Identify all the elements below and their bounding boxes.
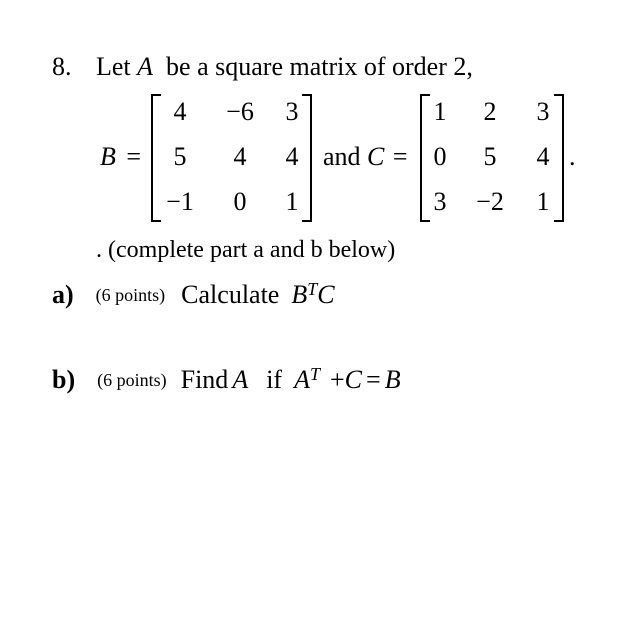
- matrix-b-cell: 3: [285, 97, 299, 126]
- part-a-label: a): [52, 280, 74, 309]
- matrix-c-cell: 2: [483, 97, 497, 126]
- matrix-c-cell: 0: [433, 142, 447, 171]
- instruction-note: . (complete part a and b below): [96, 237, 396, 263]
- part-b-equation: [294, 365, 320, 394]
- matrix-c-cell: 3: [536, 97, 550, 126]
- intro-let: Let: [96, 52, 131, 81]
- matrix-b-cell: 4: [173, 97, 187, 126]
- eq-c: C: [344, 365, 363, 394]
- b-equals: =: [126, 142, 142, 171]
- matrix-c-cell: 4: [536, 142, 550, 171]
- part-a: [52, 280, 335, 310]
- matrix-b-cell: 0: [233, 187, 247, 216]
- matrix-c-cell: −2: [476, 187, 504, 216]
- eq-a: A: [294, 365, 310, 394]
- c-equals: =: [392, 142, 408, 171]
- matrix-b-cell: 4: [285, 142, 299, 171]
- matrix-b-cell: −1: [166, 187, 194, 216]
- matrix-c-cell: 5: [483, 142, 497, 171]
- matrix-c-cell: 1: [433, 97, 447, 126]
- eq-equals: =: [366, 365, 381, 394]
- part-a-text: Calculate: [181, 280, 280, 309]
- matrix-b-label: [100, 142, 141, 172]
- and-text: and: [323, 142, 361, 171]
- part-b-find: Find: [180, 365, 229, 394]
- sentence-period: .: [569, 142, 576, 171]
- expr-c: C: [317, 280, 335, 309]
- matrix-b-cell: 5: [173, 142, 187, 171]
- eq-transpose: T: [309, 364, 320, 384]
- part-a-expression: [291, 280, 334, 309]
- matrix-b-cell: −6: [226, 97, 254, 126]
- part-b-if: if: [266, 365, 283, 394]
- expr-b: B: [291, 280, 308, 309]
- part-b-points: (6 points): [97, 370, 167, 390]
- matrix-b-cell: 4: [233, 142, 247, 171]
- part-b: [52, 365, 401, 395]
- b-symbol: B: [100, 142, 116, 171]
- part-b-label: b): [52, 365, 76, 394]
- question-intro: [96, 52, 473, 82]
- eq-plus: +: [330, 365, 345, 394]
- c-symbol: C: [367, 142, 385, 171]
- matrix-c-label: [323, 142, 408, 172]
- matrix-c-cell: 1: [536, 187, 550, 216]
- intro-var-a: A: [137, 52, 154, 81]
- intro-rest: be a square matrix of order 2,: [166, 52, 473, 81]
- question-number: 8.: [52, 52, 72, 81]
- matrix-b-cell: 1: [285, 187, 299, 216]
- part-b-var-a: A: [232, 365, 249, 394]
- part-a-points: (6 points): [95, 285, 166, 305]
- matrix-c-cell: 3: [433, 187, 447, 216]
- eq-b: B: [384, 365, 401, 394]
- expr-transpose: T: [307, 279, 318, 299]
